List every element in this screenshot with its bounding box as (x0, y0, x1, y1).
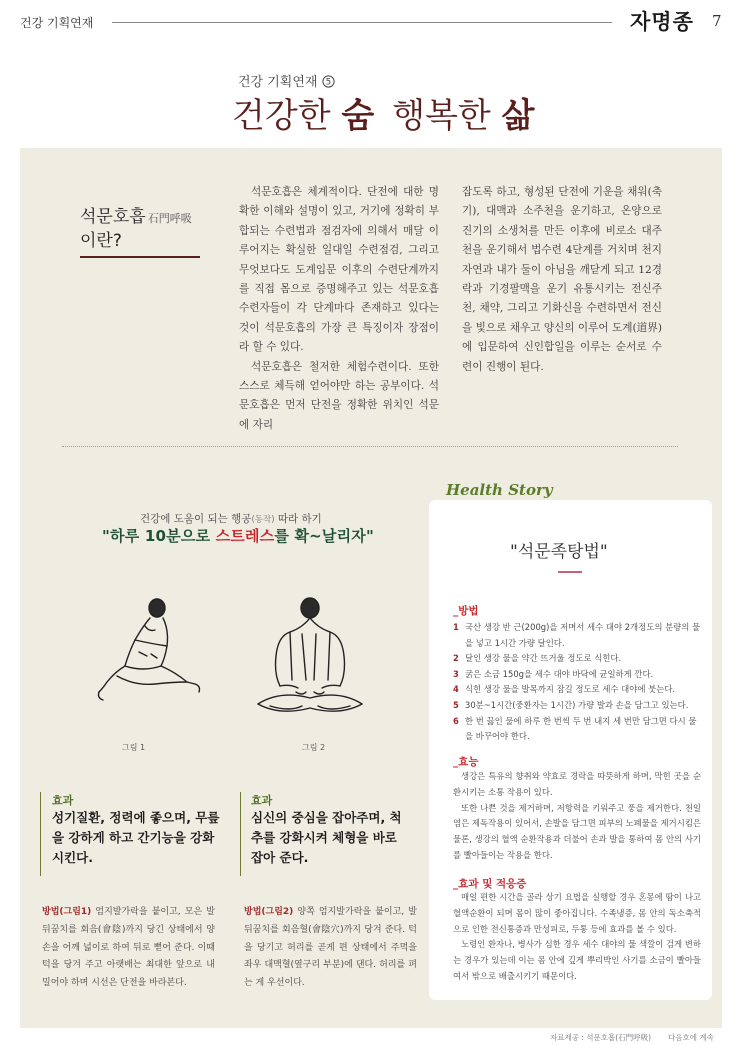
step-number: 3 (453, 668, 459, 679)
effect-2-label: 효과 (251, 794, 273, 807)
exercise-subtitle-post: 따라 하기 (274, 513, 322, 525)
step-number: 1 (453, 622, 459, 632)
step-number: 5 (453, 699, 459, 710)
figure-2-illustration (250, 594, 370, 726)
health-story-title: "석문족탕법" (510, 542, 608, 562)
step-text: 국산 생강 반 근(200g)을 저며서 세수 대야 2개정도의 분량의 물을 넣고 1시간 가량 달인다. (465, 622, 701, 648)
method-2 (244, 904, 417, 993)
question-rule (80, 256, 200, 258)
question-hanja: 石門呼吸 (147, 212, 192, 225)
list-item (453, 714, 701, 745)
page-title (232, 88, 534, 137)
method-2-label: 방법(그림2) (244, 907, 294, 917)
effect-paragraph: 또한 나쁜 것을 제거하며, 저항력을 키워주고 풍을 제거한다. 천일염은 제독작용이 있어서, 손발을 담그면 피부의 노폐물을 제거시킴은 물론, 생강의 혈액 순환작용과 더불어 손과 발을 통하여 몸 안의 사기를 빨아들이는 작용을 한다. (453, 802, 701, 860)
exercise-subtitle (140, 511, 322, 526)
step-number: 6 (453, 715, 459, 726)
continued-note: 다음호에 계속 (668, 1033, 714, 1042)
effect-1-label: 효과 (52, 794, 74, 807)
title-part1: 건강한 (232, 96, 331, 136)
step-number: 4 (453, 684, 459, 695)
title-part3: 행복한 (392, 96, 491, 136)
page-number: 7 (712, 12, 722, 30)
intro-paragraph: 석문호흡은 체계적이다. 단전에 대한 명확한 이해와 설명이 있고, 거기에 정확히 부합되는 수련법과 점검자에 의해서 매달 이루어지는 확실한 일대일 수련점검, 그리고 무엇보다도 도계입문 이후의 수련단계까지를 직접 몸으로 증명해주고 있는 석문호흡 수련자들이 각 단계마다 존재하고 있다는 것이 석문호흡의 가장 큰 특징이자 장점이라 할 수 있다. (239, 186, 439, 354)
list-item (453, 651, 701, 667)
intro-column-1 (239, 183, 439, 435)
step-number: 2 (453, 653, 459, 664)
headline-open: "하루 10분으로 (102, 527, 216, 545)
step-text: 굵은 소금 150g을 세수 대야 바닥에 균일하게 깐다. (465, 668, 654, 679)
question-line2: 이란? (80, 231, 122, 251)
effect-body (453, 769, 701, 864)
exercise-subtitle-pre: 건강에 도움이 되는 행공 (140, 513, 252, 525)
magazine-logo: 자명종 (630, 9, 694, 34)
health-story-label: Health Story (446, 481, 553, 499)
list-item (453, 667, 701, 683)
intro-column-2 (462, 183, 662, 377)
effect-paragraph: 생강은 특유의 향취와 약효로 경락을 따뜻하게 하며, 막힌 곳을 순환시키는 소통 작용이 있다. (453, 771, 701, 797)
question-main: 석문호흡 (80, 207, 146, 227)
intro-paragraph: 석문호흡은 철저한 체험수련이다. 또한 스스로 체득해 얻어야만 하는 공부이다. 석문호흡은 먼저 단전을 정확한 위치인 석문에 자리 (239, 360, 439, 431)
exercise-subtitle-hanja: (동작) (251, 515, 275, 525)
indication-paragraph: 매일 편한 시간을 골라 상기 요법을 실행할 경우 혼몽에 땀이 나고 혈액순환이 되며 몸이 많이 좋아집니다. 수족냉증, 몸 안의 독소축적으로 인한 전신통증과 만성피로, 두통 등에 효과를 볼 수 있다. (453, 892, 701, 934)
list-item (453, 682, 701, 698)
method-1-label: 방법(그림1) (42, 907, 92, 917)
method-1 (42, 904, 215, 993)
list-item (453, 698, 701, 714)
header-rule (112, 22, 612, 23)
section-label: 건강 기획연재 (20, 16, 94, 30)
step-text: 30분~1시간(중환자는 1시간) 가량 발과 손을 담그고 있는다. (465, 699, 689, 710)
figure-1-illustration (95, 596, 205, 706)
title-part4: 삶 (501, 96, 535, 136)
circled-number-icon (322, 75, 335, 88)
exercise-headline (102, 525, 374, 546)
method-steps (453, 620, 701, 745)
headline-red: 스트레스 (215, 527, 275, 545)
list-item (453, 620, 701, 651)
effect-2-text: 심신의 중심을 잡아주며, 척추를 강화시켜 체형을 바로 잡아 준다. (251, 810, 402, 865)
step-text: 식힌 생강 물을 발목까지 잠길 정도로 세수 대야에 붓는다. (465, 684, 676, 695)
figure-1-caption: 그림 1 (122, 743, 146, 752)
intro-paragraph: 잡도록 하고, 형성된 단전에 기운을 채워(축기), 대맥과 소주천을 운기하고, 온양으로 진기의 소생처를 만든 이후에 비로소 대주천을 운기해서 법수련 4단계를 거치며 천지자연과 내가 둘이 아님을 깨닫게 되고 12경락과 기경팔맥을 운기 유통시키는 전신주천, 채약, 그리고 기화신을 수련하면서 전신을 빛으로 채우고 양신의 이루어 도계(道界)에 입문하여 신인합일을 이루는 순서로 수련이 진행이 된다. (462, 186, 662, 373)
method-heading: _방법 (453, 605, 479, 617)
step-text: 한 번 끓인 물에 하루 한 번씩 두 번 내지 세 번만 담그면 다시 물을 바꾸어야 한다. (465, 715, 697, 742)
effect-1-text: 성기질환, 정력에 좋으며, 무릎을 강하게 하고 간기능을 강화 시킨다. (52, 810, 220, 865)
method-2-text: 양쪽 엄지발가락을 붙이고, 발뒤꿈치를 회음혈(會陰穴)까지 당겨 준다. 턱을 당기고 허리를 곧게 편 상태에서 주먹을 좌우 대맥혈(옆구리 부분)에 댄다. 허리를 펴는 게 우선이다. (244, 907, 417, 989)
method-1-text: 엄지발가락을 붙이고, 모은 발 뒤꿈치를 회음(會陰)까지 당긴 상태에서 양손을 어깨 넓이로 하여 뒤로 뻗어 준다. 이때 턱을 당겨 주고 아랫배는 최대한 앞으로 내밀어야 하며 시선은 단전을 바라본다. (42, 907, 215, 989)
headline-close: 를 확~날리자" (274, 527, 375, 545)
indication-body (453, 890, 701, 985)
step-text: 달인 생강 물을 약간 뜨거울 정도로 식힌다. (465, 653, 622, 664)
title-part2: 숨 (341, 96, 375, 136)
series-text: 건강 기획연재 (238, 75, 318, 90)
section-divider (62, 446, 678, 447)
effect-heading: _효능 (453, 756, 479, 768)
source-credit: 자료제공 : 석문호흡(石門呼吸) (550, 1033, 652, 1042)
title-dash (558, 571, 582, 573)
question-heading (80, 206, 192, 252)
figure-2-caption: 그림 2 (302, 743, 326, 752)
indication-paragraph: 노령인 환자나, 병사가 심한 경우 세수 대야의 물 색깔이 검게 변하는 경우가 있는데 이는 몸 안에 깊게 뿌리박인 사기를 소금이 빨아들여서 밖으로 배출시키기 때문이다. (453, 939, 701, 981)
indication-heading: _효과 및 적응증 (453, 878, 527, 890)
series-number: 5 (325, 77, 331, 88)
